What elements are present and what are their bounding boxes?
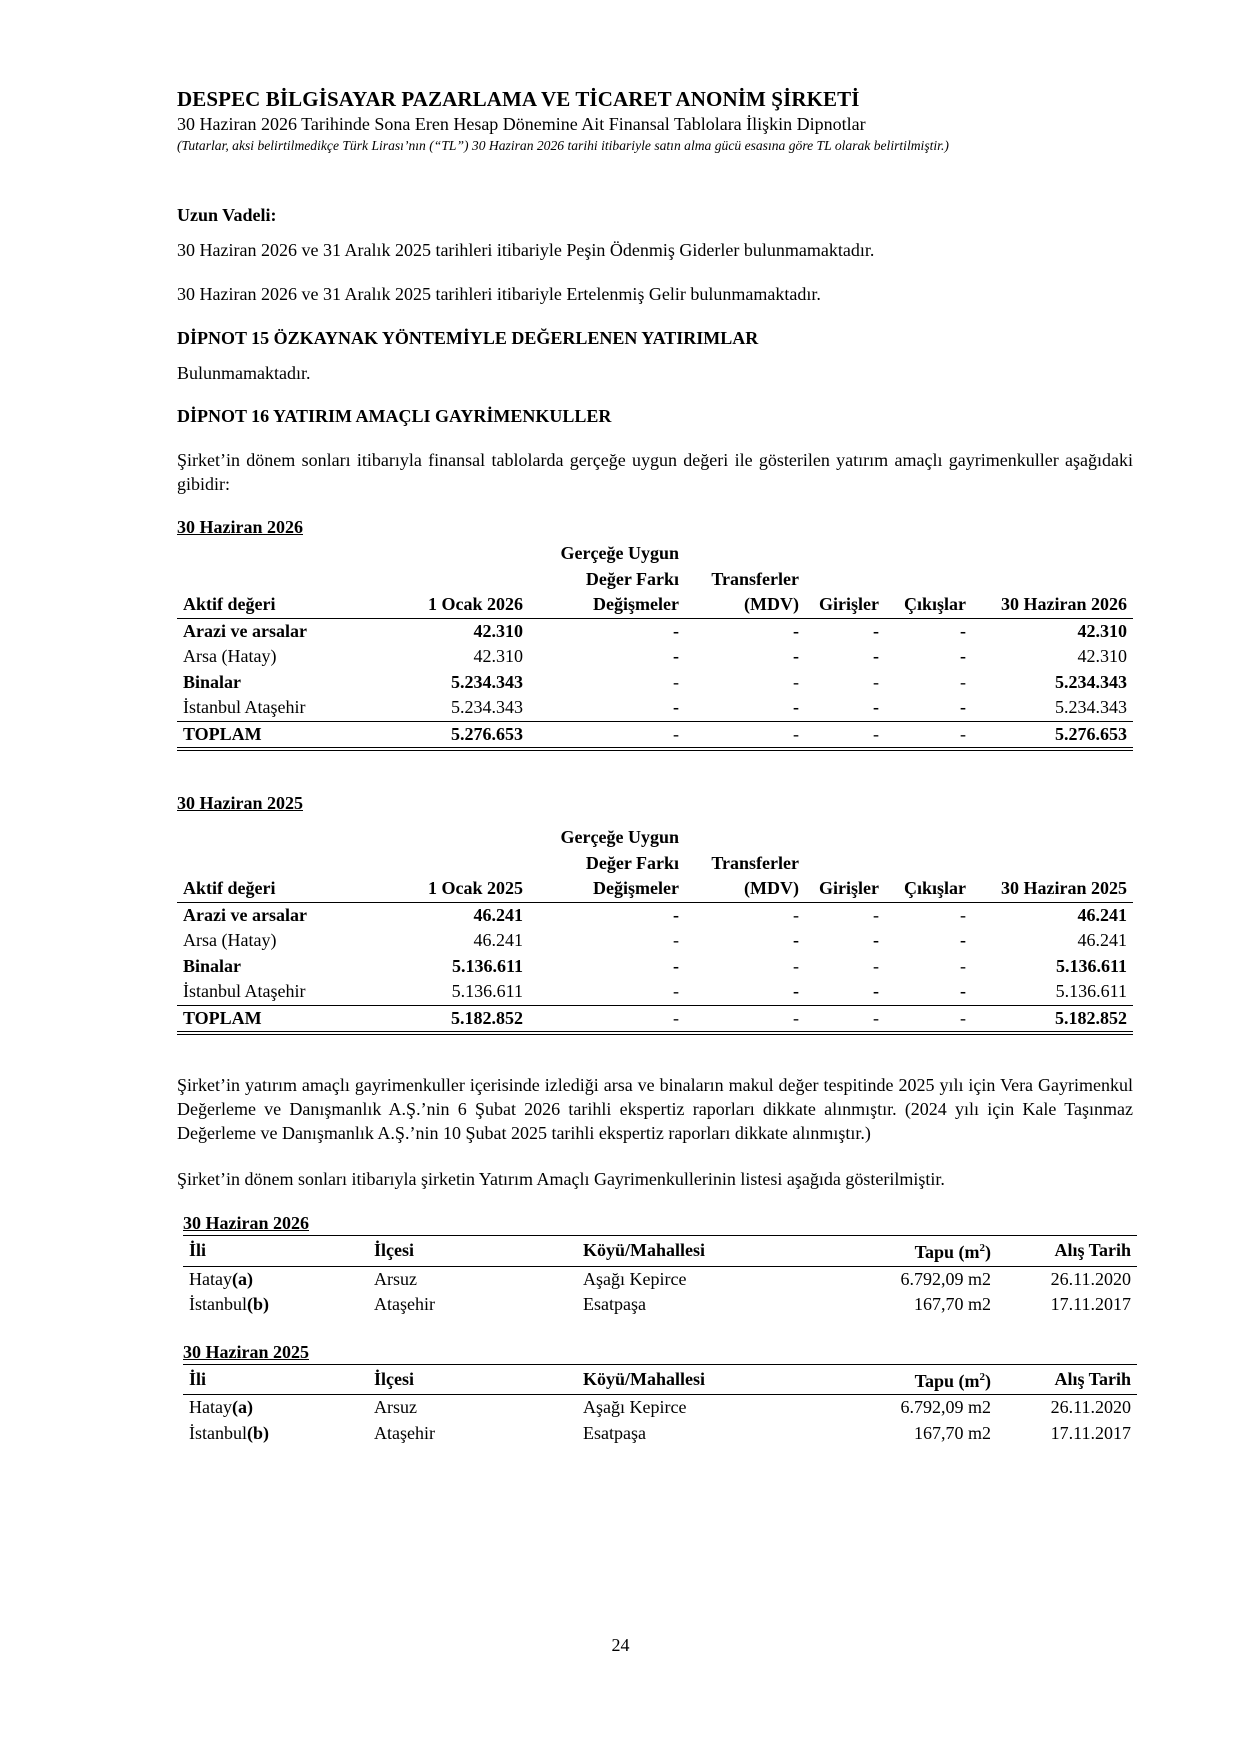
- col-province: İli: [183, 1236, 368, 1267]
- col-disposals: Çıkışlar: [885, 825, 972, 902]
- long-term-heading: Uzun Vadeli:: [177, 205, 277, 225]
- col-additions: Girişler: [805, 825, 885, 902]
- properties-2025-title: 30 Haziran 2025: [183, 1341, 309, 1362]
- col-transfers: Transferler (MDV): [685, 541, 805, 618]
- table-header-row: [177, 541, 1133, 618]
- col-additions: Girişler: [805, 541, 885, 618]
- col-province: İli: [183, 1364, 368, 1395]
- table-header-row: [183, 1236, 1137, 1267]
- page-number: 24: [611, 1635, 630, 1655]
- table-header-row: [177, 825, 1133, 902]
- col-title-area: Tapu $(m^2)$: [847, 1364, 997, 1395]
- table-row: İstanbul(b) Ataşehir Esatpaşa 167,70 m2 17.11.2017: [189, 1422, 1131, 1443]
- col-title-area: Tapu $(m^2)$: [847, 1236, 997, 1267]
- table-row: İstanbul Ataşehir 5.136.611 - - - - 5.136.611: [183, 981, 1127, 1001]
- col-transfers: Transferler (MDV): [685, 825, 805, 902]
- table-total-row: TOPLAM 5.182.852 - - - - 5.182.852: [177, 1005, 1133, 1033]
- col-asset: Aktif değeri: [177, 825, 377, 902]
- col-district: İlçesi: [368, 1236, 577, 1267]
- prepaid-expenses-text: 30 Haziran 2026 ve 31 Aralık 2025 tarihleri itibariyle Peşin Ödenmiş Giderler bulunmamaktadır.: [177, 240, 875, 260]
- note16-intro: Şirket’in dönem sonları itibarıyla finansal tablolarda gerçeğe uygun değeri ile gösterilen yatırım amaçlı gayrimenkuller aşağıdaki gibidir:: [177, 450, 1133, 494]
- deferred-income-text: 30 Haziran 2026 ve 31 Aralık 2025 tarihleri itibariyle Ertelenmiş Gelir bulunmamaktadır.: [177, 284, 821, 304]
- document-subtitle: 30 Haziran 2026 Tarihinde Sona Eren Hesap Dönemine Ait Finansal Tablolara İlişkin Dipnotlar: [177, 114, 866, 134]
- note15-heading: DİPNOT 15 ÖZKAYNAK YÖNTEMİYLE DEĞERLENEN YATIRIMLAR: [177, 328, 759, 348]
- col-purchase-date: Alış Tarih: [997, 1364, 1137, 1395]
- col-fair-value-change: Gerçeğe Uygun Değer Farkı Değişmeler: [529, 541, 685, 618]
- col-opening: 1 Ocak 2025: [377, 825, 529, 902]
- col-asset: Aktif değeri: [177, 541, 377, 618]
- table-row: Hatay(a) Arsuz Aşağı Kepirce 6.792,09 m2 26.11.2020: [189, 1397, 1131, 1417]
- col-neighborhood: Köyü/Mahallesi: [577, 1236, 847, 1267]
- col-district: İlçesi: [368, 1364, 577, 1395]
- table-2026-title: 30 Haziran 2026: [177, 517, 303, 537]
- table-row: İstanbul Ataşehir 5.234.343 - - - - 5.234.343: [183, 697, 1127, 717]
- col-purchase-date: Alış Tarih: [997, 1236, 1137, 1267]
- note16-heading: DİPNOT 16 YATIRIM AMAÇLI GAYRİMENKULLER: [177, 406, 612, 426]
- col-closing: 30 Haziran 2025: [972, 825, 1133, 902]
- table-row: Binalar 5.234.343 - - - - 5.234.343: [183, 671, 1127, 692]
- col-fair-value-change: Gerçeğe Uygun Değer Farkı Değişmeler: [529, 825, 685, 902]
- table-2025-title: 30 Haziran 2025: [177, 793, 303, 813]
- rollforward-table-2025: [177, 825, 1133, 1035]
- table-row: İstanbul(b) Ataşehir Esatpaşa 167,70 m2 17.11.2017: [189, 1294, 1131, 1314]
- company-name: DESPEC BİLGİSAYAR PAZARLAMA VE TİCARET ANONİM ŞİRKETİ: [177, 87, 860, 111]
- note15-text: Bulunmamaktadır.: [177, 363, 311, 383]
- col-disposals: Çıkışlar: [885, 541, 972, 618]
- col-closing: 30 Haziran 2026: [972, 541, 1133, 618]
- table-row: Arazi ve arsalar 42.310 - - - - 42.310: [183, 620, 1127, 641]
- table-row: Arsa (Hatay) 42.310 - - - - 42.310: [183, 646, 1127, 666]
- properties-table-2026: [183, 1235, 1137, 1318]
- valuation-text: Şirket’in yatırım amaçlı gayrimenkuller içerisinde izlediği arsa ve binaların makul değer tespitinde 2025 yılı için Vera Gayrimenkul Değerleme ve Danışmanlık A.Ş.’nin 6 Şubat 2026 tarihli ekspertiz raporları dikkate alınmıştır. (2024 yılı için Kale Taşınmaz Değerleme ve Danışmanlık A.Ş.’nin 10 Şubat 2025 tarihli ekspertiz raporları dikkate alınmıştır.): [177, 1075, 1133, 1143]
- properties-2026-title: 30 Haziran 2026: [183, 1213, 309, 1233]
- table-header-row: [183, 1364, 1137, 1395]
- table-row: Arazi ve arsalar 46.241 - - - - 46.241: [183, 904, 1127, 925]
- col-neighborhood: Köyü/Mahallesi: [577, 1364, 847, 1395]
- table-row: Hatay(a) Arsuz Aşağı Kepirce 6.792,09 m2 26.11.2020: [189, 1268, 1131, 1289]
- table-total-row: TOPLAM 5.276.653 - - - - 5.276.653: [177, 721, 1133, 749]
- properties-table-2025: [183, 1364, 1137, 1447]
- currency-note: (Tutarlar, aksi belirtilmedikçe Türk Lirası’nın (“TL”) 30 Haziran 2026 tarihi itibariyle satın alma gücü esasına göre TL olarak belirtilmiştir.): [177, 138, 949, 153]
- table-row: Arsa (Hatay) 46.241 - - - - 46.241: [183, 930, 1127, 950]
- document-page: [177, 86, 1133, 1446]
- table-row: Binalar 5.136.611 - - - - 5.136.611: [183, 955, 1127, 976]
- col-opening: 1 Ocak 2026: [377, 541, 529, 618]
- property-list-intro: Şirket’in dönem sonları itibarıyla şirketin Yatırım Amaçlı Gayrimenkullerinin listesi aşağıda gösterilmiştir.: [177, 1169, 945, 1189]
- rollforward-table-2026: [177, 541, 1133, 751]
